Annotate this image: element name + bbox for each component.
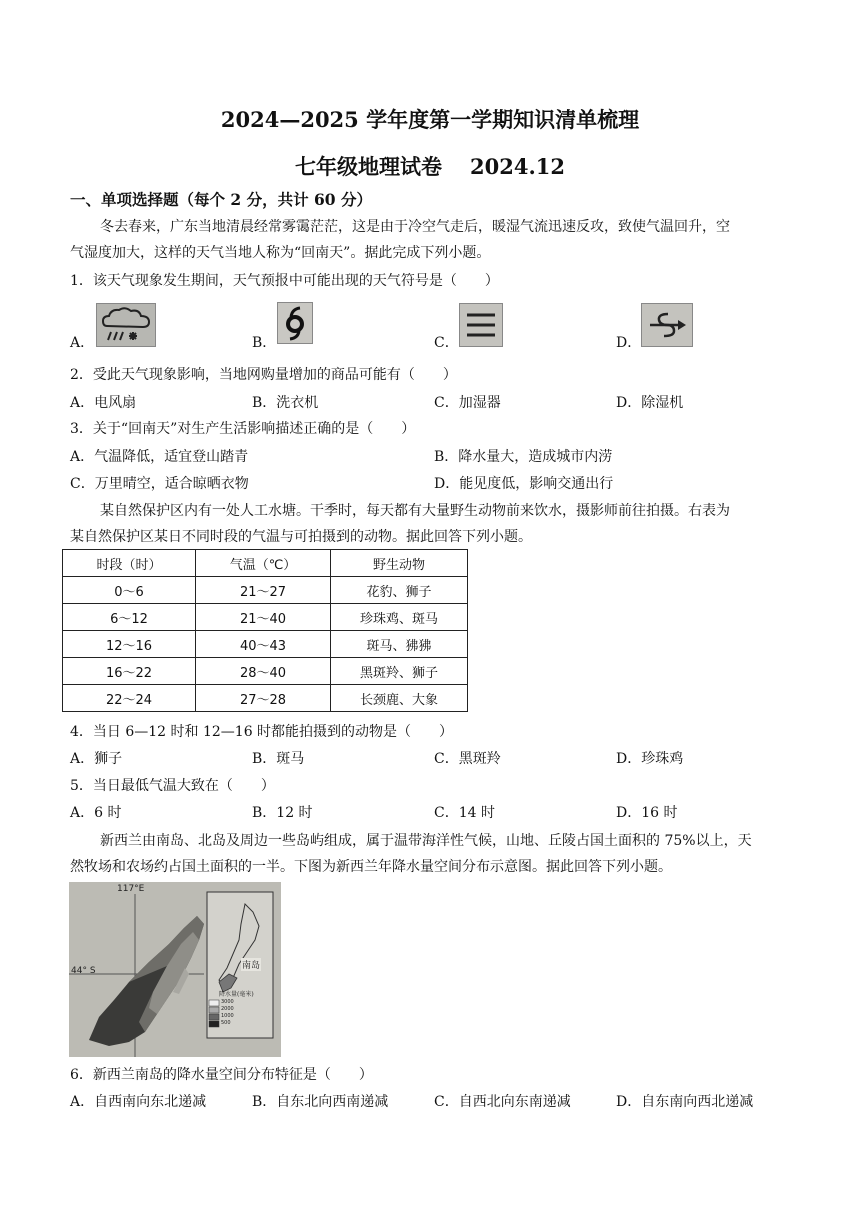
temperature-animal-table — [62, 549, 468, 712]
question-3-options-row-2 — [70, 473, 790, 495]
option-b: B．自东北向西南递减 — [252, 1094, 389, 1110]
cell-animals: 珍珠鸡、斑马 — [331, 604, 468, 631]
intro-paragraph-3-line-2: 然牧场和农场约占国土面积的一半。下图为新西兰年降水量空间分布示意图。据此回答下列小题。 — [70, 859, 672, 875]
sandstorm-icon — [641, 303, 693, 347]
option-d: D．珍珠鸡 — [616, 751, 684, 767]
subtitle-text: 七年级地理试卷 — [295, 154, 442, 179]
option-b: B．斑马 — [252, 751, 305, 767]
legend-value: 500 — [221, 1020, 231, 1026]
question-5-options — [70, 802, 790, 824]
cell-period: 6～12 — [63, 604, 196, 631]
legend-title: 降水量(毫米) — [219, 991, 254, 998]
question-3-options-row-1 — [70, 446, 790, 468]
option-d: D．16 时 — [616, 805, 678, 821]
cell-temperature: 28～40 — [196, 658, 331, 685]
header-temperature: 气温（℃） — [196, 550, 331, 577]
cell-animals: 长颈鹿、大象 — [331, 685, 468, 712]
option-b: B．洗衣机 — [252, 395, 319, 411]
cell-period: 0～6 — [63, 577, 196, 604]
option-c: C．14 时 — [434, 805, 495, 821]
cell-temperature: 40～43 — [196, 631, 331, 658]
option-c: C．加湿器 — [434, 395, 501, 411]
option-d-label: D． — [616, 335, 642, 351]
option-b-label: B． — [252, 335, 277, 351]
question-6-options — [70, 1091, 790, 1113]
question-1-stem: 1．该天气现象发生期间，天气预报中可能出现的天气符号是（ ） — [70, 273, 499, 289]
option-a: A．电风扇 — [70, 395, 137, 411]
intro-paragraph-1-line-1: 冬去春来，广东当地清晨经常雾霭茫茫，这是由于冷空气走后，暖湿气流迅速反攻，致使气温回升，空 — [100, 219, 730, 235]
longitude-label: 117°E — [117, 884, 145, 894]
table-row — [63, 658, 468, 685]
rain-snow-cloud-icon — [96, 303, 156, 347]
legend-value: 1000 — [221, 1013, 234, 1019]
cell-animals: 黑斑羚、狮子 — [331, 658, 468, 685]
cell-period: 22～24 — [63, 685, 196, 712]
typhoon-icon — [277, 302, 313, 344]
option-a: A．狮子 — [70, 751, 123, 767]
option-b: B．降水量大，造成城市内涝 — [434, 449, 613, 465]
question-5-stem: 5．当日最低气温大致在（ ） — [70, 778, 275, 794]
option-c: C．自西北向东南递减 — [434, 1094, 571, 1110]
cell-temperature: 21～40 — [196, 604, 331, 631]
paper-subtitle — [0, 151, 860, 181]
latitude-label: 44° S — [71, 966, 96, 976]
table-row — [63, 604, 468, 631]
header-animals: 野生动物 — [331, 550, 468, 577]
option-c: C．万里晴空，适合晾晒衣物 — [70, 476, 249, 492]
cell-animals: 花豹、狮子 — [331, 577, 468, 604]
question-4-options — [70, 748, 790, 770]
legend-value: 2000 — [221, 1006, 234, 1012]
table-row — [63, 685, 468, 712]
option-a: A．6 时 — [70, 805, 122, 821]
subtitle-date: 2024.12 — [470, 154, 565, 179]
option-a: A．气温降低，适宜登山踏青 — [70, 449, 249, 465]
section-heading: 一、单项选择题（每个 2 分，共计 60 分） — [70, 190, 372, 209]
cell-temperature: 21～27 — [196, 577, 331, 604]
table-header-row — [63, 550, 468, 577]
question-3-stem: 3．关于“回南天”对生产生活影响描述正确的是（ ） — [70, 421, 416, 437]
option-a-label: A． — [70, 335, 95, 351]
header-period: 时段（时） — [63, 550, 196, 577]
inset-label-south-island: 南岛 — [241, 958, 261, 971]
cell-period: 12～16 — [63, 631, 196, 658]
option-b: B．12 时 — [252, 805, 313, 821]
table-row — [63, 577, 468, 604]
cell-period: 16～22 — [63, 658, 196, 685]
intro-paragraph-2-line-2: 某自然保护区某日不同时段的气温与可拍摄到的动物。据此回答下列小题。 — [70, 529, 532, 545]
paper-title: 2024—2025 学年度第一学期知识清单梳理 — [220, 107, 640, 132]
intro-paragraph-2-line-1: 某自然保护区内有一处人工水塘。干季时，每天都有大量野生动物前来饮水，摄影师前往拍摄。右表为 — [100, 503, 730, 519]
option-d: D．能见度低，影响交通出行 — [434, 476, 614, 492]
option-c-label: C． — [434, 335, 459, 351]
fog-icon — [459, 303, 503, 347]
question-2-options — [70, 392, 790, 414]
legend-value: 3000 — [221, 999, 234, 1005]
question-2-stem: 2．受此天气现象影响，当地网购量增加的商品可能有（ ） — [70, 367, 457, 383]
option-c: C．黑斑羚 — [434, 751, 501, 767]
question-4-stem: 4．当日 6—12 时和 12—16 时都能拍摄到的动物是（ ） — [70, 724, 454, 740]
option-a: A．自西南向东北递减 — [70, 1094, 207, 1110]
intro-paragraph-3-line-1: 新西兰由南岛、北岛及周边一些岛屿组成，属于温带海洋性气候，山地、丘陵占国土面积的 75%以上，天 — [100, 833, 752, 849]
new-zealand-precipitation-map — [69, 882, 281, 1057]
question-6-stem: 6．新西兰南岛的降水量空间分布特征是（ ） — [70, 1067, 373, 1083]
option-d: D．除湿机 — [616, 395, 684, 411]
cell-animals: 斑马、狒狒 — [331, 631, 468, 658]
intro-paragraph-1-line-2: 气湿度加大，这样的天气当地人称为“回南天”。据此完成下列小题。 — [70, 245, 491, 261]
table-row — [63, 631, 468, 658]
cell-temperature: 27～28 — [196, 685, 331, 712]
option-d: D．自东南向西北递减 — [616, 1094, 754, 1110]
